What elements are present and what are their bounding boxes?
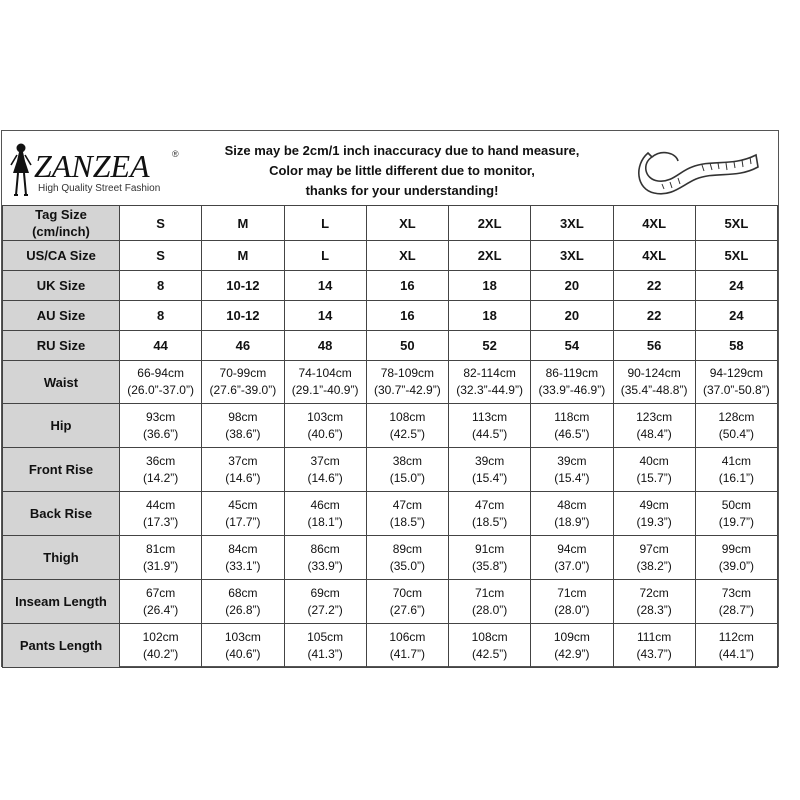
- cell-cm: 38cm: [392, 453, 423, 468]
- table-cell: 14: [284, 301, 366, 331]
- brand-logo: [6, 141, 186, 201]
- table-cell: S: [120, 241, 202, 271]
- table-cell: [449, 536, 531, 580]
- cell-cm: 89cm: [392, 541, 423, 556]
- cell-inch: (28.3”): [636, 602, 672, 617]
- cell-cm: 106cm: [389, 629, 426, 644]
- cell-inch: (31.9”): [142, 558, 179, 573]
- table-cell: [695, 448, 777, 492]
- cell-inch: (17.3”): [142, 514, 179, 529]
- table-cell: 2XL: [449, 241, 531, 271]
- table-row-inseam-length: [3, 580, 778, 624]
- cell-inch: (27.6”-39.0”): [209, 383, 277, 397]
- table-row-hip: [3, 404, 778, 448]
- cell-inch: (43.7”): [636, 646, 672, 661]
- cell-inch: (33.9”): [307, 558, 343, 573]
- cell-inch: (27.6”): [389, 602, 426, 617]
- cell-inch: (15.7”): [636, 470, 672, 485]
- table-cell: [531, 448, 613, 492]
- cell-inch: (26.8”): [225, 602, 261, 617]
- cell-inch: (40.2”): [142, 646, 179, 661]
- cell-inch: (33.9”-46.9”): [538, 383, 606, 397]
- cell-cm: 91cm: [474, 541, 505, 556]
- table-cell: [613, 536, 695, 580]
- brand-tagline: High Quality Street Fashion: [38, 183, 161, 194]
- cell-cm: 67cm: [145, 585, 176, 600]
- row-header: Inseam Length: [3, 580, 120, 624]
- table-cell: [120, 361, 202, 404]
- table-cell: 24: [695, 301, 777, 331]
- row-header: Pants Length: [3, 624, 120, 668]
- table-cell: 48: [284, 331, 366, 361]
- cell-inch: (42.5”): [471, 646, 508, 661]
- cell-inch: (35.8”): [471, 558, 508, 573]
- cell-cm: 36cm: [145, 453, 176, 468]
- cell-cm: 47cm: [474, 497, 505, 512]
- measuring-tape-icon: [632, 137, 762, 201]
- cell-cm: 66-94cm: [137, 366, 184, 380]
- cell-inch: (14.2”): [142, 470, 179, 485]
- table-cell: [695, 404, 777, 448]
- cell-inch: (50.4”): [718, 426, 755, 441]
- notice-line-1: Size may be 2cm/1 inch inaccuracy due to hand measure,: [224, 143, 580, 158]
- cell-inch: (48.4”): [636, 426, 672, 441]
- table-cell: [613, 361, 695, 404]
- table-cell: 22: [613, 271, 695, 301]
- cell-cm: 39cm: [474, 453, 505, 468]
- cell-inch: (42.9”): [554, 646, 590, 661]
- table-cell: [613, 580, 695, 624]
- table-cell: [613, 404, 695, 448]
- row-header: Waist: [3, 361, 120, 404]
- cell-cm: 81cm: [145, 541, 176, 556]
- table-cell: [284, 492, 366, 536]
- cell-inch: (28.0”): [554, 602, 590, 617]
- cell-inch: (15.0”): [389, 470, 426, 485]
- table-cell: [449, 492, 531, 536]
- table-cell: XL: [366, 206, 448, 241]
- row-header: Front Rise: [3, 448, 120, 492]
- cell-cm: 90-124cm: [627, 366, 681, 380]
- cell-cm: 45cm: [228, 497, 258, 512]
- cell-inch: (15.4”): [554, 470, 590, 485]
- cell-cm: 84cm: [228, 541, 258, 556]
- size-table: [2, 205, 778, 668]
- table-cell: [449, 580, 531, 624]
- table-row-ru-size: [3, 331, 778, 361]
- measurement-notice: [202, 141, 602, 201]
- cell-inch: (19.3”): [636, 514, 672, 529]
- table-cell: [695, 492, 777, 536]
- cell-inch: (37.0”): [554, 558, 590, 573]
- cell-inch: (46.5”): [554, 426, 590, 441]
- table-row-au-size: [3, 301, 778, 331]
- table-cell: 18: [449, 301, 531, 331]
- table-cell: [366, 580, 448, 624]
- cell-cm: 44cm: [145, 497, 176, 512]
- table-cell: [202, 536, 284, 580]
- table-cell: 10-12: [202, 271, 284, 301]
- table-cell: [120, 492, 202, 536]
- cell-cm: 46cm: [310, 497, 340, 512]
- cell-inch: (41.7”): [389, 646, 426, 661]
- table-row-tag-size-cm-inch: [3, 206, 778, 241]
- cell-cm: 108cm: [389, 409, 426, 424]
- table-cell: [449, 624, 531, 668]
- table-cell: [695, 536, 777, 580]
- row-header: Hip: [3, 404, 120, 448]
- cell-cm: 105cm: [307, 629, 344, 644]
- cell-inch: (28.0”): [471, 602, 508, 617]
- cell-cm: 68cm: [228, 585, 258, 600]
- cell-cm: 74-104cm: [298, 366, 352, 380]
- table-cell: [202, 624, 284, 668]
- table-cell: [449, 361, 531, 404]
- table-cell: [202, 361, 284, 404]
- cell-cm: 47cm: [392, 497, 423, 512]
- table-row-thigh: [3, 536, 778, 580]
- cell-inch: (41.3”): [307, 646, 343, 661]
- table-cell: [531, 492, 613, 536]
- cell-cm: 102cm: [142, 629, 179, 644]
- cell-cm: 39cm: [557, 453, 587, 468]
- table-cell: [284, 536, 366, 580]
- table-cell: 58: [695, 331, 777, 361]
- cell-cm: 128cm: [718, 409, 755, 424]
- cell-inch: (33.1”): [225, 558, 261, 573]
- cell-inch: (18.1”): [307, 514, 343, 529]
- table-cell: [531, 536, 613, 580]
- table-cell: 14: [284, 271, 366, 301]
- table-cell: 16: [366, 271, 448, 301]
- cell-inch: (40.6”): [225, 646, 261, 661]
- cell-inch: (15.4”): [471, 470, 508, 485]
- table-cell: [531, 404, 613, 448]
- table-cell: [613, 492, 695, 536]
- table-cell: [695, 580, 777, 624]
- table-cell: [449, 404, 531, 448]
- table-cell: [284, 404, 366, 448]
- cell-cm: 40cm: [639, 453, 669, 468]
- cell-cm: 70cm: [392, 585, 423, 600]
- table-cell: [366, 536, 448, 580]
- cell-cm: 109cm: [553, 629, 590, 644]
- row-header: Thigh: [3, 536, 120, 580]
- cell-cm: 103cm: [307, 409, 344, 424]
- cell-cm: 41cm: [721, 453, 752, 468]
- row-header: Back Rise: [3, 492, 120, 536]
- registered-mark: ®: [172, 149, 179, 159]
- notice-line-3: thanks for your understanding!: [305, 183, 499, 198]
- cell-cm: 103cm: [224, 629, 261, 644]
- table-cell: [120, 448, 202, 492]
- cell-cm: 86-119cm: [545, 366, 599, 380]
- table-cell: [284, 580, 366, 624]
- table-cell: L: [284, 206, 366, 241]
- table-cell: 10-12: [202, 301, 284, 331]
- table-cell: [695, 624, 777, 668]
- table-cell: [120, 624, 202, 668]
- table-cell: [120, 536, 202, 580]
- table-cell: M: [202, 241, 284, 271]
- cell-inch: (40.6”): [307, 426, 343, 441]
- table-cell: [449, 448, 531, 492]
- cell-inch: (35.4”-48.8”): [620, 383, 688, 397]
- cell-inch: (38.6”): [225, 426, 261, 441]
- cell-cm: 108cm: [471, 629, 508, 644]
- cell-cm: 118cm: [554, 409, 590, 424]
- cell-cm: 70-99cm: [219, 366, 267, 380]
- cell-inch: (30.7”-42.9”): [374, 383, 441, 397]
- table-cell: 20: [531, 271, 613, 301]
- table-cell: [284, 361, 366, 404]
- table-cell: S: [120, 206, 202, 241]
- cell-cm: 50cm: [721, 497, 752, 512]
- table-cell: [613, 448, 695, 492]
- cell-inch: (42.5”): [389, 426, 426, 441]
- woman-silhouette-icon: [6, 141, 36, 201]
- cell-inch: (32.3”-44.9”): [456, 383, 523, 397]
- table-cell: [531, 580, 613, 624]
- table-cell: [366, 404, 448, 448]
- cell-cm: 69cm: [310, 585, 340, 600]
- cell-inch: (14.6”): [225, 470, 261, 485]
- table-cell: M: [202, 206, 284, 241]
- cell-inch: (29.1”-40.9”): [291, 383, 359, 397]
- row-header: AU Size: [3, 301, 120, 331]
- brand-name: ZANZEA: [34, 148, 150, 184]
- row-header: US/CA Size: [3, 241, 120, 271]
- cell-cm: 112cm: [718, 629, 754, 644]
- table-row-pants-length: [3, 624, 778, 668]
- cell-cm: 71cm: [557, 585, 587, 600]
- table-cell: [120, 580, 202, 624]
- table-cell: [202, 492, 284, 536]
- table-cell: 4XL: [613, 206, 695, 241]
- table-cell: 5XL: [695, 241, 777, 271]
- table-cell: 54: [531, 331, 613, 361]
- table-cell: 5XL: [695, 206, 777, 241]
- chart-header: [2, 131, 778, 205]
- table-row-us-ca-size: [3, 241, 778, 271]
- table-cell: [366, 361, 448, 404]
- cell-cm: 97cm: [639, 541, 669, 556]
- cell-inch: (27.2”): [307, 602, 343, 617]
- table-cell: 56: [613, 331, 695, 361]
- table-cell: 8: [120, 271, 202, 301]
- row-header: UK Size: [3, 271, 120, 301]
- cell-inch: (18.5”): [471, 514, 508, 529]
- cell-inch: (35.0”): [389, 558, 426, 573]
- table-cell: 4XL: [613, 241, 695, 271]
- cell-inch: (19.7”): [718, 514, 755, 529]
- table-cell: [202, 448, 284, 492]
- table-cell: 52: [449, 331, 531, 361]
- table-cell: 46: [202, 331, 284, 361]
- table-cell: [202, 404, 284, 448]
- table-row-back-rise: [3, 492, 778, 536]
- cell-cm: 37cm: [310, 453, 340, 468]
- cell-cm: 99cm: [721, 541, 752, 556]
- cell-inch: (26.4”): [142, 602, 179, 617]
- table-cell: 24: [695, 271, 777, 301]
- cell-inch: (14.6”): [307, 470, 343, 485]
- cell-inch: (17.7”): [225, 514, 261, 529]
- table-cell: [531, 361, 613, 404]
- table-cell: 18: [449, 271, 531, 301]
- cell-cm: 78-109cm: [380, 366, 435, 380]
- table-cell: 16: [366, 301, 448, 331]
- table-cell: 3XL: [531, 241, 613, 271]
- table-cell: XL: [366, 241, 448, 271]
- cell-cm: 93cm: [145, 409, 176, 424]
- cell-cm: 49cm: [639, 497, 669, 512]
- cell-inch: (39.0”): [718, 558, 755, 573]
- table-cell: [613, 624, 695, 668]
- table-row-front-rise: [3, 448, 778, 492]
- table-cell: [695, 361, 777, 404]
- cell-inch: (28.7”): [718, 602, 755, 617]
- table-cell: [366, 492, 448, 536]
- cell-cm: 73cm: [721, 585, 752, 600]
- cell-cm: 48cm: [557, 497, 587, 512]
- table-cell: [366, 448, 448, 492]
- cell-inch: (36.6”): [142, 426, 179, 441]
- row-header: Tag Size (cm/inch): [3, 206, 120, 241]
- table-row-waist: [3, 361, 778, 404]
- cell-inch: (26.0”-37.0”): [127, 383, 194, 397]
- cell-cm: 37cm: [228, 453, 258, 468]
- size-chart: [1, 130, 779, 667]
- table-cell: 50: [366, 331, 448, 361]
- table-cell: 8: [120, 301, 202, 331]
- cell-cm: 94-129cm: [709, 366, 764, 380]
- table-cell: [284, 624, 366, 668]
- row-header: RU Size: [3, 331, 120, 361]
- table-cell: [202, 580, 284, 624]
- cell-cm: 82-114cm: [463, 366, 516, 380]
- table-cell: 44: [120, 331, 202, 361]
- table-cell: L: [284, 241, 366, 271]
- cell-cm: 123cm: [636, 409, 673, 424]
- table-row-uk-size: [3, 271, 778, 301]
- notice-line-2: Color may be little different due to monitor,: [269, 163, 535, 178]
- table-cell: [120, 404, 202, 448]
- cell-cm: 72cm: [639, 585, 669, 600]
- table-cell: [531, 624, 613, 668]
- cell-cm: 113cm: [472, 409, 508, 424]
- cell-inch: (37.0”-50.8”): [703, 383, 770, 397]
- table-cell: [366, 624, 448, 668]
- table-cell: 22: [613, 301, 695, 331]
- cell-inch: (16.1”): [718, 470, 755, 485]
- cell-cm: 71cm: [474, 585, 505, 600]
- table-cell: 2XL: [449, 206, 531, 241]
- table-cell: [284, 448, 366, 492]
- cell-cm: 111cm: [637, 629, 672, 644]
- cell-inch: (38.2”): [636, 558, 672, 573]
- cell-inch: (44.1”): [718, 646, 755, 661]
- cell-inch: (18.5”): [389, 514, 426, 529]
- table-cell: 3XL: [531, 206, 613, 241]
- cell-cm: 86cm: [310, 541, 340, 556]
- cell-cm: 98cm: [228, 409, 258, 424]
- cell-inch: (18.9”): [554, 514, 590, 529]
- cell-inch: (44.5”): [471, 426, 508, 441]
- table-cell: 20: [531, 301, 613, 331]
- cell-cm: 94cm: [557, 541, 587, 556]
